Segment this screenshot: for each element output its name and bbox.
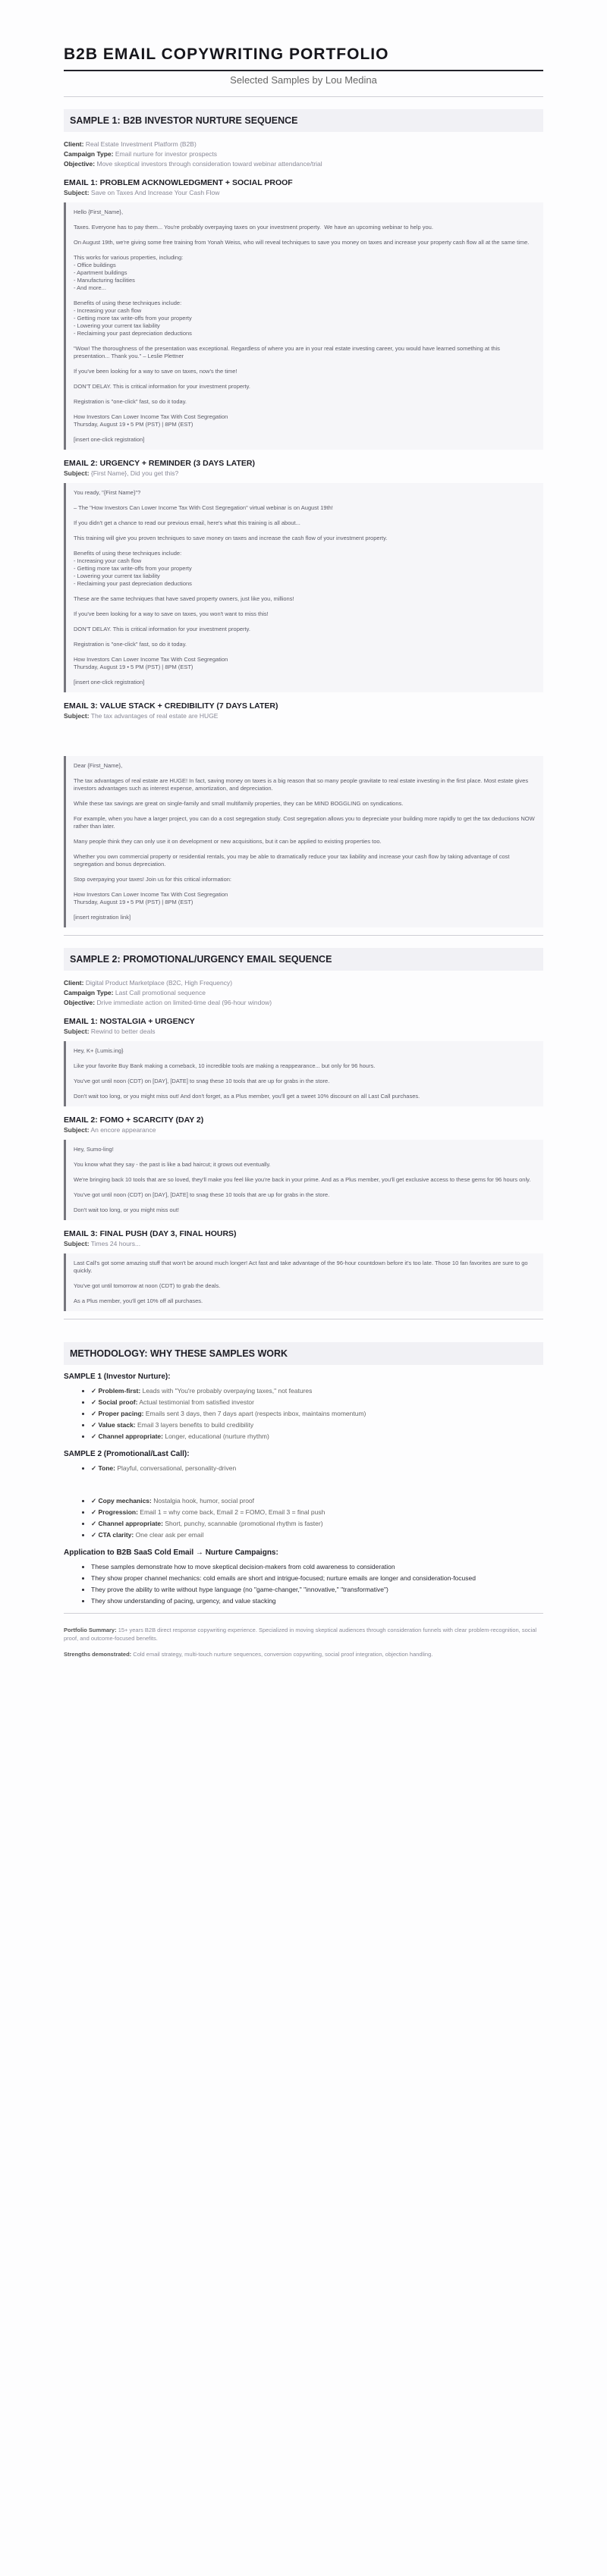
sample2-email3-body: Last Call's got some amazing stuff that won't be around much longer! Act fast and take advantage of the 96-hour countdown before it's too late. Those 10 fan favorites are sure to go quickly. You've got until tomorrow at noon (CDT) to grab the deals. As a Plus member, you'll get 10% off all purchases. (64, 1253, 543, 1311)
sample2-heading: SAMPLE 2: PROMOTIONAL/URGENCY EMAIL SEQUENCE (64, 948, 543, 971)
list-item: • ✓ Tone: Playful, conversational, personality-driven (91, 1463, 543, 1474)
sample1-email3-heading: EMAIL 3: VALUE STACK + CREDIBILITY (7 DAYS LATER) (64, 701, 278, 711)
list-item: • ✓ Channel appropriate: Longer, educational (nurture rhythm) (91, 1431, 543, 1442)
sample1-client: Client: Real Estate Investment Platform (B2B) (64, 140, 197, 148)
section-divider (64, 935, 543, 936)
sample2-email1-subject: Subject: Rewind to better deals (64, 1028, 156, 1035)
strengths-demonstrated: Strengths demonstrated: Cold email strategy, multi-touch nurture sequences, conversion copywriting, social proof integration, objection handling. (64, 1651, 433, 1658)
list-item: • ✓ Progression: Email 1 = why come back, Email 2 = FOMO, Email 3 = final push (91, 1507, 543, 1518)
list-item: • ✓ Social proof: Actual testimonial from satisfied investor (91, 1397, 543, 1408)
blank-space (64, 726, 543, 756)
sample2-email1-heading: EMAIL 1: NOSTALGIA + URGENCY (64, 1017, 195, 1026)
methodology-sample1-list (64, 1385, 543, 1442)
page-subtitle: Selected Samples by Lou Medina (230, 74, 377, 86)
sample1-email3-body: Dear {First_Name}, The tax advantages of real estate are HUGE! In fact, saving money on taxes is a big reason that so many people gravitate to real estate investing in the first place. Most estate gives investors advantages such as interest expense, amortization, and depreciation. While these tax savings are great on single-family and small multifamily properties, they can be MIND BOGGLING on syndications. For example, when you have a larger project, you can do a cost segregation study. Cost segregation allows you to depreciate your building more rapidly to get the tax deductions NOW rather than later. Many people think they can only use it on development or new acquisitions, but it can be applied to existing properties too. Whether you own commercial property or residential rentals, you may be able to dramatically reduce your tax liability and increase your cash flow by taking advantage of cost segregation and bonus depreciation. Stop overpaying your taxes! Join us for this critical information: How Investors Can Lower Income Tax With Cost Segregation Thursday, August 19 • 5 PM (PST) | 8PM (EST) [insert registration link] (64, 756, 543, 927)
methodology-heading: METHODOLOGY: WHY THESE SAMPLES WORK (64, 1342, 543, 1365)
sample2-email1-body: Hey, K+ {Lumis.ing} Like your favorite Buy Bank making a comeback, 10 incredible tools are making a reappearance... but only for 96 hours. You've got until noon (CDT) on [DAY], [DATE] to snag these 10 tools that are up for grabs in the store. Don't wait too long, or you might miss out! And don't forget, as a Plus member, you'll get a sweet 10% discount on all Last Call purchases. (64, 1041, 543, 1106)
sample2-campaign-type: Campaign Type: Last Call promotional sequence (64, 989, 206, 996)
list-item: • They prove the ability to write without hype language (no "game-changer," "innovative," "transformative") (91, 1584, 543, 1595)
sample2-email3-heading: EMAIL 3: FINAL PUSH (DAY 3, FINAL HOURS) (64, 1229, 237, 1238)
sample2-email2-body: Hey, Sumo-ling! You know what they say - the past is like a bad haircut; it grows out eventually. We're bringing back 10 tools that are so loved, they'll make you feel like you're back in your prime. And as a Plus member, you'll get exclusive access to these gems for 96 hours only. You've got until noon (CDT) on [DAY], [DATE] to snag these 10 tools that are up for grabs in the store. Don't wait too long, or you might miss out! (64, 1140, 543, 1220)
page-title: B2B EMAIL COPYWRITING PORTFOLIO (64, 45, 389, 63)
list-item: • ✓ Problem-first: Leads with "You're probably overpaying taxes," not features (91, 1385, 543, 1397)
list-item: • ✓ CTA clarity: One clear ask per email (91, 1530, 543, 1541)
methodology-sample2-list-a (64, 1463, 543, 1474)
list-item: • They show understanding of pacing, urgency, and value stacking (91, 1595, 543, 1607)
header-divider (64, 96, 543, 97)
list-item: • ✓ Proper pacing: Emails sent 3 days, then 7 days apart (respects inbox, maintains momentum) (91, 1408, 543, 1420)
sample1-email2-body: You ready, "{First Name}"? – The "How Investors Can Lower Income Tax With Cost Segregation" virtual webinar is on August 19th! If you didn't get a chance to read our previous email, here's what this training is all about... This training will give you proven techniques to save money on taxes and increase the cash flow of your investment property. Benefits of using these techniques include: - Increasing your cash flow - Getting more tax write-offs from your property - Lowering your current tax liability - Reclaiming your past depreciation deductions These are the same techniques that have saved property owners, just like you, millions! If you've been looking for a way to save on taxes, you won't want to miss this! DON'T DELAY. This is critical information for your investment property. Registration is "one-click" fast, so do it today. How Investors Can Lower Income Tax With Cost Segregation Thursday, August 19 • 5 PM (PST) | 8PM (EST) [insert one-click registration] (64, 483, 543, 692)
sample1-email1-subject: Subject: Save on Taxes And Increase Your Cash Flow (64, 189, 220, 196)
methodology-sample2-list-b (64, 1495, 543, 1541)
sample1-email2-heading: EMAIL 2: URGENCY + REMINDER (3 DAYS LATER) (64, 459, 255, 468)
methodology-application-list (64, 1561, 543, 1607)
portfolio-summary: Portfolio Summary: 15+ years B2B direct response copywriting experience. Specialized in moving skeptical audiences through consideration funnels with clear problem-recognition, social proof, and outcome-focused benefits. (64, 1627, 537, 1642)
sample2-email2-subject: Subject: An encore appearance (64, 1126, 156, 1134)
sample1-campaign-type: Campaign Type: Email nurture for investor prospects (64, 150, 218, 158)
sample2-email2-heading: EMAIL 2: FOMO + SCARCITY (DAY 2) (64, 1115, 204, 1125)
list-item: • ✓ Channel appropriate: Short, punchy, scannable (promotional rhythm is faster) (91, 1518, 543, 1530)
footer-divider (64, 1613, 543, 1614)
list-item: • ✓ Copy mechanics: Nostalgia hook, humor, social proof (91, 1495, 543, 1507)
list-item: • They show proper channel mechanics: cold emails are short and intrigue-focused; nurture emails are longer and consideration-focused (91, 1573, 543, 1584)
methodology-application-heading: Application to B2B SaaS Cold Email → Nurture Campaigns: (64, 1548, 278, 1557)
title-divider (64, 70, 543, 71)
sample2-client: Client: Digital Product Marketplace (B2C, High Frequency) (64, 979, 233, 987)
sample1-objective: Objective: Move skeptical investors through consideration toward webinar attendance/trial (64, 160, 322, 168)
sample1-email1-heading: EMAIL 1: PROBLEM ACKNOWLEDGMENT + SOCIAL PROOF (64, 178, 293, 187)
sample2-objective: Objective: Drive immediate action on limited-time deal (96-hour window) (64, 999, 272, 1006)
methodology-sample2-heading: SAMPLE 2 (Promotional/Last Call): (64, 1450, 190, 1458)
sample1-email2-subject: Subject: {First Name}, Did you get this? (64, 469, 179, 477)
list-item: • ✓ Value stack: Email 3 layers benefits to build credibility (91, 1420, 543, 1431)
sample1-email3-subject: Subject: The tax advantages of real estate are HUGE (64, 712, 219, 720)
list-item: • These samples demonstrate how to move skeptical decision-makers from cold awareness to consideration (91, 1561, 543, 1573)
sample1-email1-body: Hello {First_Name}, Taxes. Everyone has to pay them... You're probably overpaying taxes on your investment property. We have an upcoming webinar to help you. On August 19th, we're giving some free training from Yonah Weiss, who will reveal techniques to save you money on taxes and increase your property cash flow all at the same time. This works for various properties, including: - Office buildings - Apartment buildings - Manufacturing facilities - And more... Benefits of using these techniques include: - Increasing your cash flow - Getting more tax write-offs from your property - Lowering your current tax liability - Reclaiming your past depreciation deductions "Wow! The thoroughness of the presentation was exceptional. Regardless of where you are in your real estate investing career, you would have learned something at this presentation... Thank you." – Leslie Plettner If you've been looking for a way to save on taxes, now's the time! DON'T DELAY. This is critical information for your investment property. Registration is "one-click" fast, so do it today. How Investors Can Lower Income Tax With Cost Segregation Thursday, August 19 • 5 PM (PST) | 8PM (EST) [insert one-click registration] (64, 202, 543, 450)
sample1-heading: SAMPLE 1: B2B INVESTOR NURTURE SEQUENCE (64, 109, 543, 132)
sample2-email3-subject: Subject: Times 24 hours... (64, 1240, 141, 1247)
methodology-sample1-heading: SAMPLE 1 (Investor Nurture): (64, 1373, 171, 1381)
